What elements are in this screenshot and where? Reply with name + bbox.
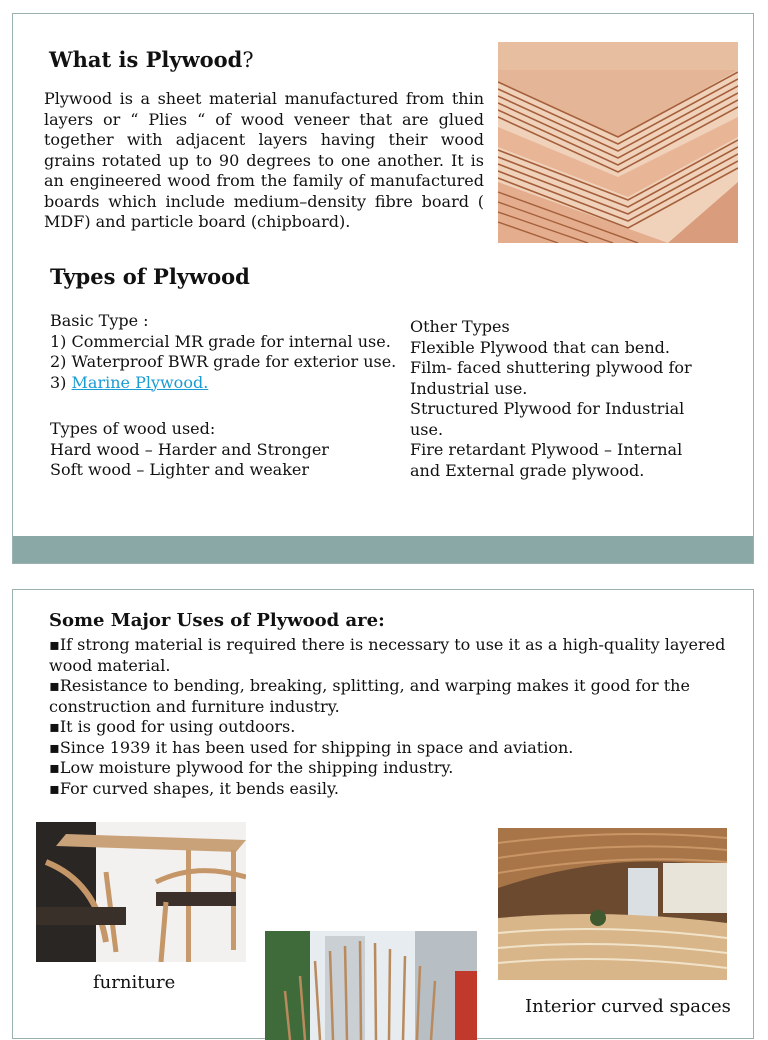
intro-paragraph: Plywood is a sheet material manufactured from thin layers or “ Plies “ of wood veneer that are glued together with adjacent layers having their wood grains rotated up to 90 degrees to one another. It is an engineered wood from the family of manufactured boards which include medium–density fibre board ( MDF) and particle board (chipboard). [44,89,484,231]
basic-types-list [50,311,396,393]
other-line-4: Structured Plywood for Industrial [410,399,685,418]
use-item: ▪It is good for using outdoors. [49,717,296,736]
furniture-photo [36,822,246,962]
furniture-caption: furniture [93,972,176,993]
basic-item-3-prefix: 3) [50,372,72,392]
other-line-7: and External grade plywood. [410,460,645,480]
furniture-drawing [36,822,246,962]
types-title: Types of Plywood [50,264,250,289]
other-line-6: Fire retardant Plywood – Internal [410,440,683,459]
other-heading: Other Types [410,317,510,336]
basic-item-1: 1) Commercial MR grade for internal use. [50,331,391,351]
slide-title [49,47,254,72]
wood-types-list [50,419,329,481]
slide-uses-of-plywood [12,589,754,1039]
basic-item-2: 2) Waterproof BWR grade for exterior use. [50,352,397,371]
uses-list [49,635,739,799]
footer-band [13,536,753,563]
plywood-sheets-image [498,42,738,243]
use-item: ▪Low moisture plywood for the shipping industry. [49,758,454,777]
title-text: What is Plywood [49,47,243,72]
use-item: ▪Since 1939 it has been used for shipping in space and aviation. [49,737,574,757]
marine-plywood-link[interactable]: Marine Plywood. [71,372,209,392]
plywood-stack-drawing [498,42,738,243]
interior-caption: Interior curved spaces [525,996,731,1017]
use-item: ▪For curved shapes, it bends easily. [49,778,339,798]
wood-hard: Hard wood – Harder and Stronger [50,439,329,459]
other-line-1: Flexible Plywood that can bend. [410,337,670,357]
use-item: ▪If strong material is required there is necessary to use it as a high-quality layered wood material. [49,635,731,675]
interior-photo [498,828,727,980]
use-item: ▪Resistance to bending, breaking, splitting, and warping makes it good for the construction and furniture industry. [49,676,696,716]
other-types-list [410,317,692,481]
basic-heading: Basic Type : [50,311,149,330]
other-line-3: Industrial use. [410,378,528,398]
uses-title: Some Major Uses of Plywood are: [49,610,385,631]
slide-what-is-plywood [12,13,754,564]
basic-item-3 [50,373,396,394]
interior-drawing [498,828,727,980]
wood-heading: Types of wood used: [50,419,216,438]
other-line-5: use. [410,419,444,439]
title-question-mark: ? [242,48,254,72]
other-line-2: Film- faced shuttering plywood for [410,358,692,377]
wood-soft: Soft wood – Lighter and weaker [50,460,310,479]
